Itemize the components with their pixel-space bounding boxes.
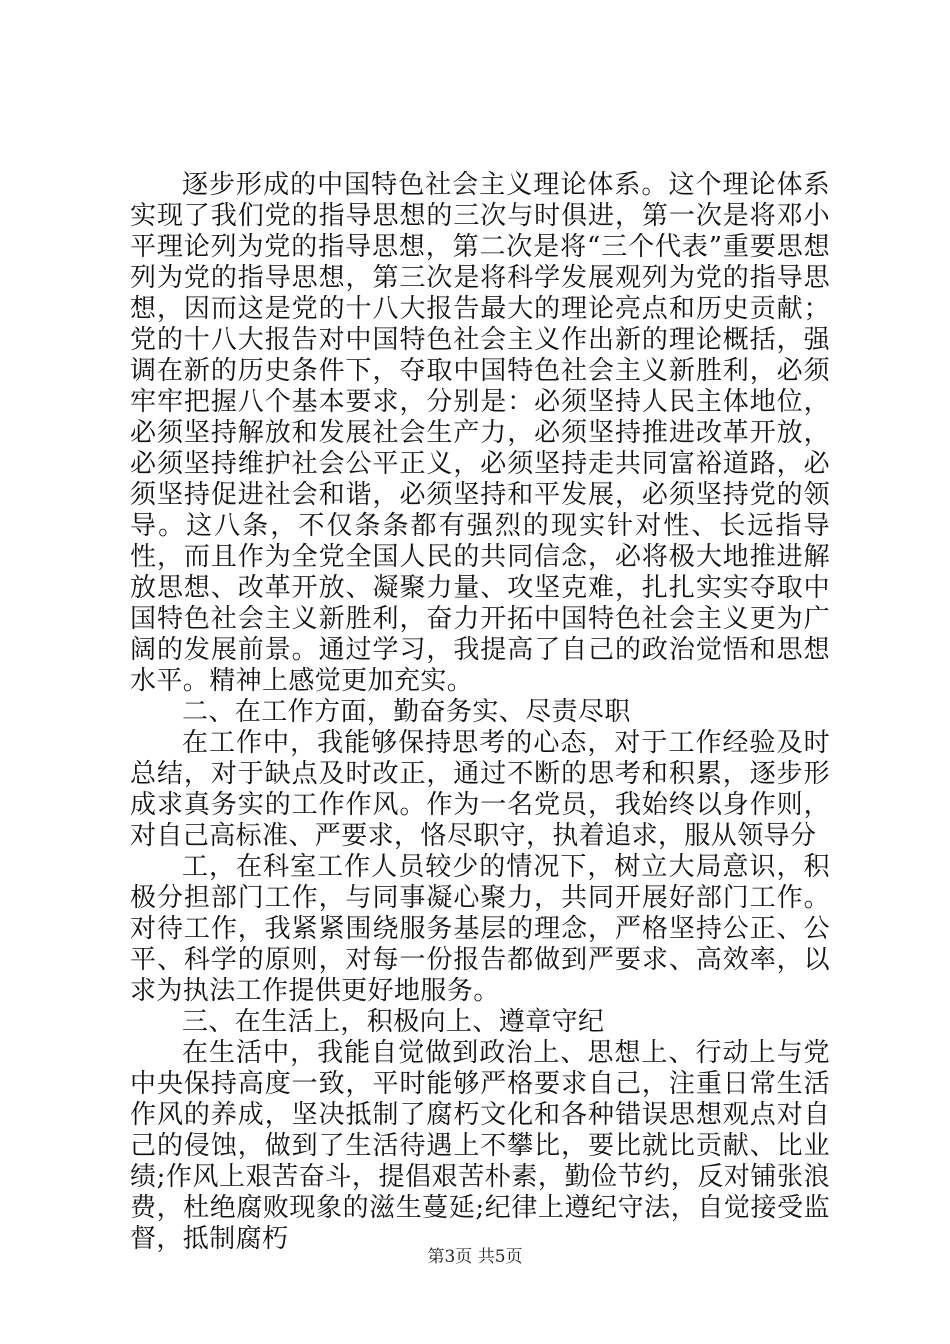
heading-work-section: 二、在工作方面，勤奋务实、尽责尽职 — [182, 697, 631, 727]
paragraph-work-duties: 工，在科室工作人员较少的情况下，树立大局意识，积极分担部门工作，与同事凝心聚力，共同开展好部门工作。对待工作，我紧紧围绕服务基层的理念，严格坚持公正、公平、科学的原则，对每一份报告都做到严要求、高效率，以求为执法工作提供更好地服务。 — [130, 852, 830, 1006]
paragraph-work-attitude: 在工作中，我能够保持思考的心态，对于工作经验及时总结，对于缺点及时改正，通过不断的思考和积累，逐步形成求真务实的工作作风。作为一名党员，我始终以身作则，对自己高标准、严要求，恪尽职守，执着追求，服从领导分 — [130, 728, 830, 851]
page-number-footer: 第3页 共5页 — [427, 1247, 523, 1267]
document-body — [130, 170, 830, 1255]
paragraph-life-conduct: 在生活中，我能自觉做到政治上、思想上、行动上与党中央保持高度一致，平时能够严格要求自己，注重日常生活作风的养成，坚决抵制了腐朽文化和各种错误思想观点对自己的侵蚀，做到了生活待遇上不攀比，要比就比贡献、比业绩;作风上艰苦奋斗，提倡艰苦朴素，勤俭节约，反对铺张浪费，杜绝腐败现象的滋生蔓延;纪律上遵纪守法，自觉接受监督，抵制腐朽 — [130, 1038, 830, 1254]
paragraph-theory-system: 逐步形成的中国特色社会主义理论体系。这个理论体系实现了我们党的指导思想的三次与时俱进，第一次是将邓小平理论列为党的指导思想，第二次是将“三个代表”重要思想列为党的指导思想，第三次是将科学发展观列为党的指导思想，因而这是党的十八大报告最大的理论亮点和历史贡献；党的十八大报告对中国特色社会主义作出新的理论概括，强调在新的历史条件下，夺取中国特色社会主义新胜利，必须牢牢把握八个基本要求，分别是：必须坚持人民主体地位，必须坚持解放和发展社会生产力，必须坚持推进改革开放，必须坚持维护社会公平正义，必须坚持走共同富裕道路，必须坚持促进社会和谐，必须坚持和平发展，必须坚持党的领导。这八条，不仅条条都有强烈的现实针对性、长远指导性，而且作为全党全国人民的共同信念，必将极大地推进解放思想、改革开放、凝聚力量、攻坚克难，扎扎实实夺取中国特色社会主义新胜利，奋力开拓中国特色社会主义更为广阔的发展前景。通过学习，我提高了自己的政治觉悟和思想水平。精神上感觉更加充实。 — [130, 170, 830, 696]
heading-life-section: 三、在生活上，积极向上、遵章守纪 — [182, 1007, 605, 1037]
